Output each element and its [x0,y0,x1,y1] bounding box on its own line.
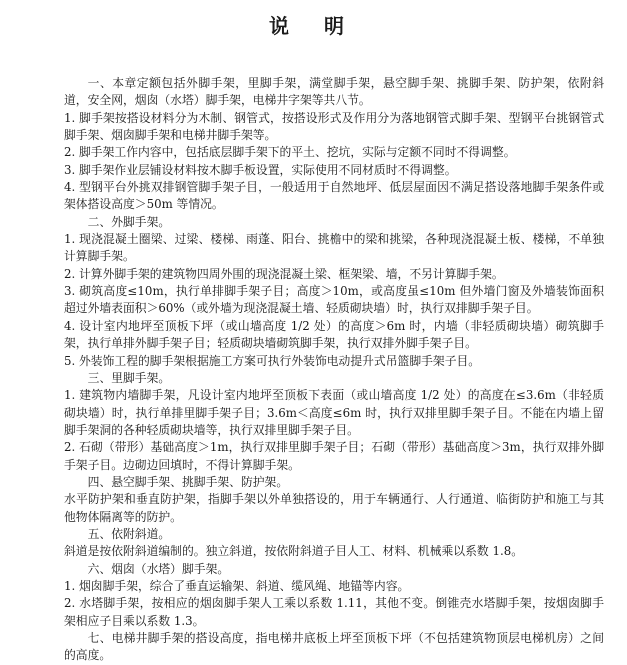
section-2-item-3: 3. 砌筑高度≤10m，执行单排脚手架子目；高度＞10m，或高度虽≤10m 但外墙门窗及外墙装饰面积超过外墙表面积＞60%（或外墙为现浇混凝土墙、轻质砌块墙）时，执行双排脚手架子目。 [64,284,604,316]
section-5-heading: 五、依附斜道。 [87,526,171,541]
page-title: 说 明 [269,14,358,38]
section-2-item-4: 4. 设计室内地坪至顶板下坪（或山墙高度 1/2 处）的高度＞6m 时，内墙（非轻质砌块墙）砌筑脚手架，执行单排外脚手架子目；轻质砌块墙砌筑脚手架，执行双排外脚手架子目。 [64,318,604,351]
section-3-heading: 三、里脚手架。 [87,370,171,385]
section-1-item-2: 2. 脚手架工作内容中，包括底层脚手架下的平土、挖坑，实际与定额不同时不得调整。 [64,145,516,160]
section-5-text: 斜道是按依附斜道编制的。独立斜道，按依附斜道子目人工、材料、机械乘以系数 1.8。 [64,544,523,559]
section-2-item-2: 2. 计算外脚手架的建筑物四周外围的现浇混凝土梁、框架梁、墙，不另计算脚手架。 [64,266,504,281]
section-3-item-1: 1. 建筑物内墙脚手架，凡设计室内地坪至顶板下表面（或山墙高度 1/2 处）的高度在≤3.6m（非轻质砌块墙）时，执行单排里脚手架子目；3.6m＜高度≤6m 时，执行双排里脚手架子目。不能在内墙上留脚手架洞的各种轻质砌块墙等，执行双排里脚手架子目。 [64,388,604,437]
section-1-item-1: 1. 脚手架按搭设材料分为木制、钢管式，按搭设形式及作用分为落地钢管式脚手架、型钢平台挑钢管式脚手架、烟囱脚手架和电梯井脚手架等。 [64,110,604,143]
section-4-text: 水平防护架和垂直防护架，指脚手架以外单独搭设的，用于车辆通行、人行通道、临街防护和施工与其他物体隔离等的防护。 [64,492,604,524]
section-1-item-4: 4. 型钢平台外挑双排钢管脚手架子目，一般适用于自然地坪、低层屋面因不满足搭设落地脚手架条件或架体搭设高度＞50m 等情况。 [64,180,604,212]
section-2-item-5: 5. 外装饰工程的脚手架根据施工方案可执行外装饰电动提升式吊篮脚手架子目。 [64,353,481,368]
section-1-intro: 一、本章定额包括外脚手架，里脚手架，满堂脚手架，悬空脚手架、挑脚手架、防护架，依附斜道，安全网，烟囱（水塔）脚手架，电梯井字架等共八节。 [64,76,604,108]
section-2-heading: 二、外脚手架。 [87,214,171,229]
section-1-item-3: 3. 脚手架作业层铺设材料按木脚手板设置，实际使用不同材质时不得调整。 [64,162,457,177]
section-4-heading: 四、悬空脚手架、挑脚手架、防护架。 [87,474,289,489]
section-3-item-2: 2. 石砌（带形）基础高度＞1m，执行双排里脚手架子目；石砌（带形）基础高度＞3m，执行双排外脚手架子目。边砌边回填时，不得计算脚手架。 [64,440,604,472]
section-6-heading: 六、烟囱（水塔）脚手架。 [87,561,230,576]
section-7-text: 七、电梯井脚手架的搭设高度，指电梯井底板上坪至顶板下坪（不包括建筑物顶层电梯机房）之间的高度。 [64,631,604,663]
section-6-item-1: 1. 烟囱脚手架，综合了垂直运输架、斜道、缆风绳、地锚等内容。 [64,578,410,593]
document-body [64,75,604,665]
section-6-item-2: 2. 水塔脚手架，按相应的烟囱脚手架人工乘以系数 1.11，其他不变。倒锥壳水塔脚手架，按烟囱脚手架相应子目乘以系数 1.3。 [64,596,604,628]
section-2-item-1: 1. 现浇混凝土圈梁、过梁、楼梯、雨蓬、阳台、挑檐中的梁和挑梁，各种现浇混凝土板、楼梯，不单独计算脚手架。 [64,232,604,264]
